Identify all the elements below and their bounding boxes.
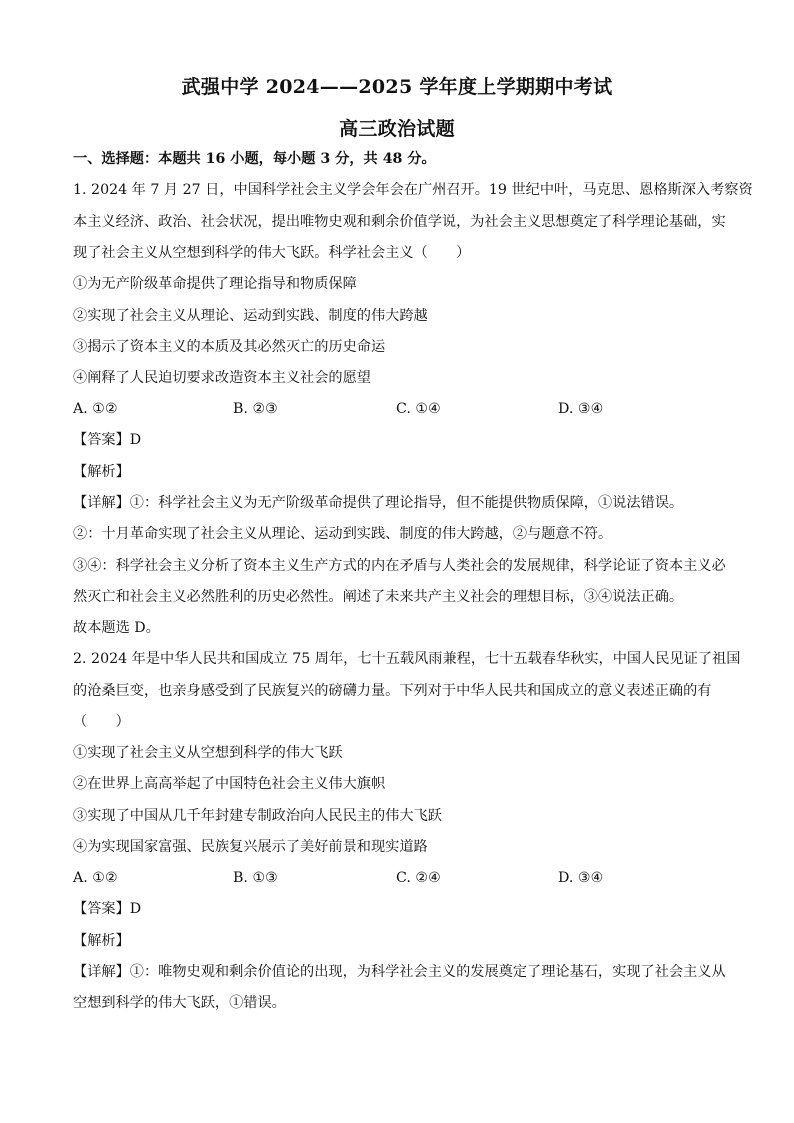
q1-answer: 【答案】D — [73, 432, 142, 448]
q1-item: ④阐释了人民迫切要求改造资本主义社会的愿望 — [73, 370, 371, 386]
q1-option-c: C. ①④ — [396, 401, 441, 417]
q2-option-b: B. ①③ — [233, 870, 278, 886]
q2-analysis-label: 【解析】 — [73, 933, 130, 949]
q2-detail-line: 空想到科学的伟大飞跃，①错误。 — [73, 995, 286, 1011]
q1-stem-line: 本主义经济、政治、社会状况，提出唯物史观和剩余价值学说，为社会主义思想奠定了科学理论基础，实 — [73, 214, 726, 230]
exam-title: 武强中学 2024——2025 学年度上学期期中考试 — [181, 76, 613, 98]
q1-detail-line: 【详解】①：科学社会主义为无产阶级革命提供了理论指导，但不能提供物质保障，①说法错误。 — [73, 495, 684, 511]
q1-stem-line: 1. 2024 年 7 月 27 日，中国科学社会主义学会年会在广州召开。19 世纪中叶，马克思、恩格斯深入考察资 — [73, 182, 753, 198]
q2-option-a: A. ①② — [73, 870, 118, 886]
q2-item: ④为实现国家富强、民族复兴展示了美好前景和现实道路 — [73, 839, 428, 855]
q2-answer: 【答案】D — [73, 901, 142, 917]
section-heading: 一、选择题：本题共 16 小题，每小题 3 分，共 48 分。 — [73, 151, 436, 167]
q2-stem-line: 2. 2024 年是中华人民共和国成立 75 周年，七十五载风雨兼程，七十五载春华秋实，中国人民见证了祖国 — [73, 651, 741, 667]
q2-option-c: C. ②④ — [396, 870, 441, 886]
q1-detail-line: ③④：科学社会主义分析了资本主义生产方式的内在矛盾与人类社会的发展规律，科学论证了资本主义必 — [73, 558, 726, 574]
q1-detail-line: 然灭亡和社会主义必然胜利的历史必然性。阐述了未来共产主义社会的理想目标，③④说法正确。 — [73, 589, 684, 605]
q2-detail-line: 【详解】①：唯物史观和剩余价值论的出现，为科学社会主义的发展奠定了理论基石，实现了社会主义从 — [73, 964, 726, 980]
exam-subtitle: 高三政治试题 — [339, 118, 455, 140]
q1-analysis-label: 【解析】 — [73, 464, 130, 480]
q1-option-b: B. ②③ — [233, 401, 278, 417]
q2-item: ③实现了中国从几千年封建专制政治向人民民主的伟大飞跃 — [73, 808, 442, 824]
q2-item: ②在世界上高高举起了中国特色社会主义伟大旗帜 — [73, 776, 386, 792]
q1-detail-line: ②：十月革命实现了社会主义从理论、运动到实践、制度的伟大跨越，②与题意不符。 — [73, 526, 613, 542]
q1-option-a: A. ①② — [73, 401, 118, 417]
q1-stem-line: 现了社会主义从空想到科学的伟大飞跃。科学社会主义（ ） — [73, 245, 471, 261]
q1-item: ②实现了社会主义从理论、运动到实践、制度的伟大跨越 — [73, 308, 428, 324]
q2-stem-line: （ ） — [73, 714, 130, 730]
q2-stem-line: 的沧桑巨变，也亲身感受到了民族复兴的磅礴力量。下列对于中华人民共和国成立的意义表述正确的有 — [73, 683, 712, 699]
q1-item: ③揭示了资本主义的本质及其必然灭亡的历史命运 — [73, 339, 386, 355]
q1-option-d: D. ③④ — [558, 401, 604, 417]
q2-item: ①实现了社会主义从空想到科学的伟大飞跃 — [73, 745, 343, 761]
q2-option-d: D. ③④ — [558, 870, 604, 886]
q1-item: ①为无产阶级革命提供了理论指导和物质保障 — [73, 276, 357, 292]
q1-detail-line: 故本题选 D。 — [73, 620, 160, 636]
